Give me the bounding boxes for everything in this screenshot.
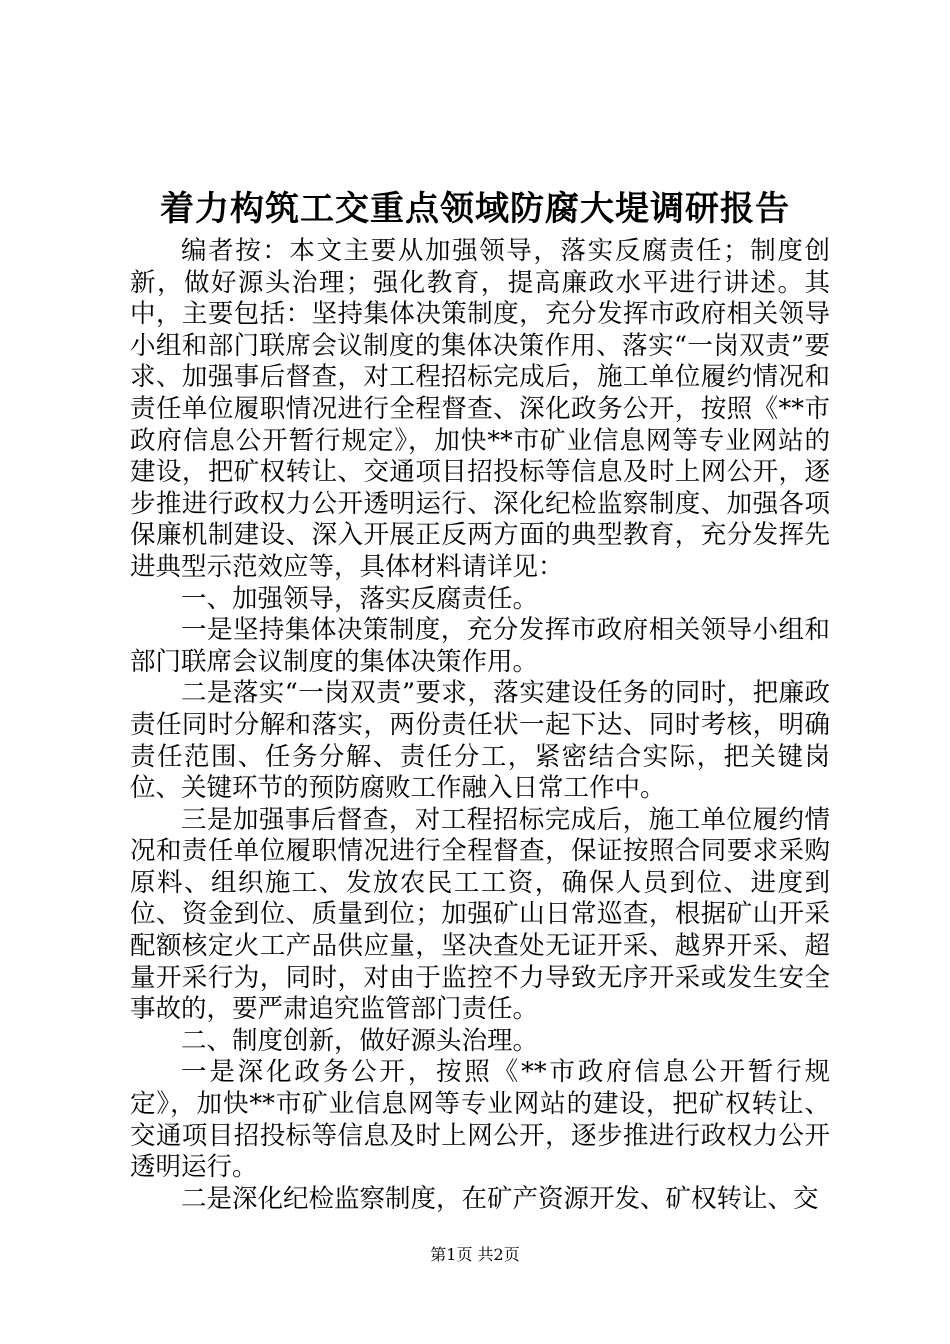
- paragraph-section-1-heading: 一、加强领导，落实反腐责任。: [181, 583, 539, 614]
- paragraph-section-1-item-2: 二是落实“一岗双责”要求，落实建设任务的同时，把廉政责任同时分解和落实，两份责任状一起下达、同时考核，明确责任范围、任务分解、责任分工，紧密结合实际，把关键岗位、关键环节的预防腐败工作融入日常工作中。: [130, 678, 830, 804]
- document-title: 着力构筑工交重点领域防腐大堤调研报告: [160, 189, 790, 229]
- page-footer: 第1页 共2页: [430, 1245, 520, 1264]
- paragraph-section-2-item-2: 二是深化纪检监察制度，在矿产资源开发、矿权转让、交: [181, 1183, 819, 1214]
- paragraph-section-1-item-1: 一是坚持集体决策制度，充分发挥市政府相关领导小组和部门联席会议制度的集体决策作用。: [130, 615, 830, 677]
- paragraph-section-2-item-1: 一是深化政务公开，按照《**市政府信息公开暂行规定》，加快**市矿业信息网等专业网站的建设，把矿权转让、交通项目招投标等信息及时上网公开，逐步推进行政权力公开透明运行。: [130, 1057, 830, 1183]
- paragraph-section-2-heading: 二、制度创新，做好源头治理。: [181, 1025, 539, 1056]
- paragraph-editor-note: 编者按：本文主要从加强领导，落实反腐责任；制度创新，做好源头治理；强化教育，提高廉政水平进行讲述。其中，主要包括：坚持集体决策制度，充分发挥市政府相关领导小组和部门联席会议制度的集体决策作用、落实“一岗双责”要求、加强事后督查，对工程招标完成后，施工单位履约情况和责任单位履职情况进行全程督查、深化政务公开，按照《**市政府信息公开暂行规定》，加快**市矿业信息网等专业网站的建设，把矿权转让、交通项目招投标等信息及时上网公开，逐步推进行政权力公开透明运行、深化纪检监察制度、加强各项保廉机制建设、深入开展正反两方面的典型教育，充分发挥先进典型示范效应等，具体材料请详见：: [130, 236, 830, 582]
- document-body: [130, 236, 830, 1215]
- paragraph-section-1-item-3: 三是加强事后督查，对工程招标完成后，施工单位履约情况和责任单位履职情况进行全程督查，保证按照合同要求采购原料、组织施工、发放农民工工资，确保人员到位、进度到位、资金到位、质量到位；加强矿山日常巡查，根据矿山开采配额核定火工产品供应量，坚决查处无证开采、越界开采、超量开采行为，同时，对由于监控不力导致无序开采或发生安全事故的，要严肃追究监管部门责任。: [130, 804, 830, 1025]
